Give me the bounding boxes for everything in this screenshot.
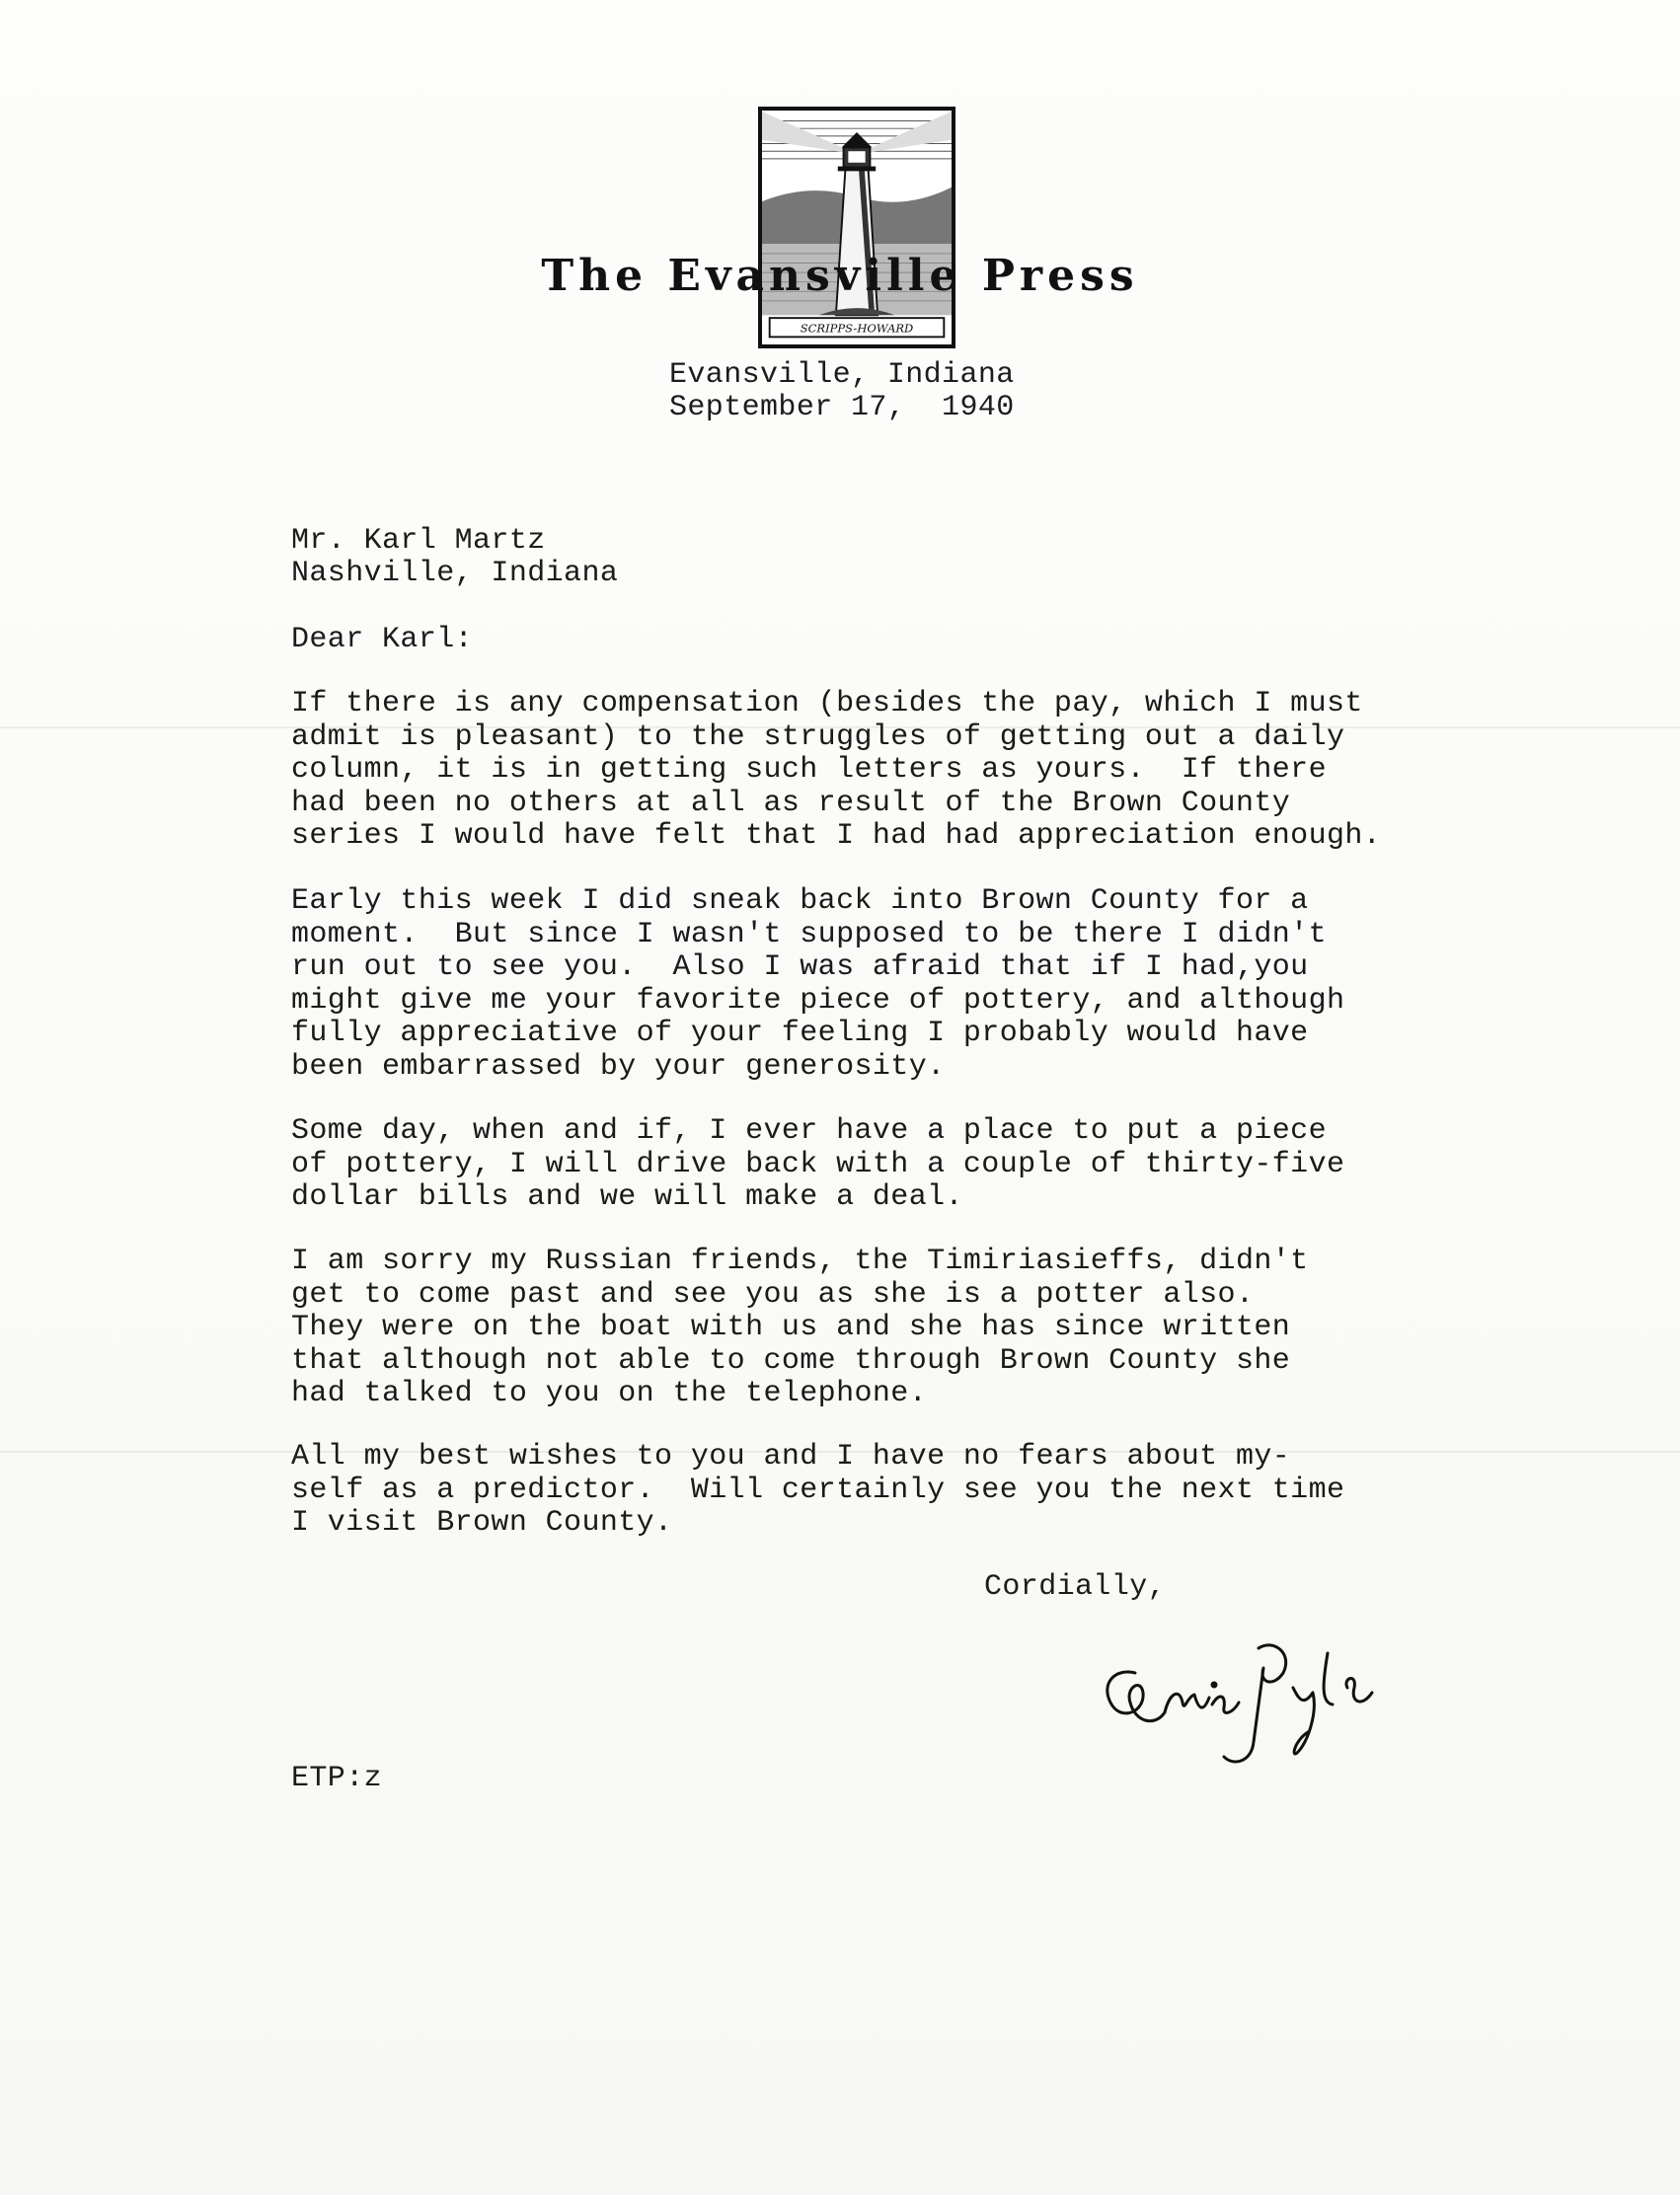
text-line: moment. But since I wasn't supposed to be there I didn't	[291, 917, 1327, 951]
paragraph	[291, 885, 1344, 1084]
logo-banner-text: SCRIPPS-HOWARD	[800, 321, 914, 336]
paragraph	[291, 1246, 1309, 1411]
paragraph	[291, 1441, 1344, 1541]
recipient-address: Nashville, Indiana	[291, 557, 619, 590]
typist-initials: ETP:z	[291, 1762, 383, 1795]
text-line: been embarrassed by your generosity.	[291, 1049, 946, 1084]
handwritten-signature	[1096, 1633, 1392, 1772]
text-line: If there is any compensation (besides the pay, which I must	[291, 687, 1363, 720]
text-line: get to come past and see you as she is a potter also.	[291, 1277, 1255, 1312]
dateline-date: September 17, 1940	[669, 391, 1015, 424]
text-line: self as a predictor. Will certainly see you the next time	[291, 1473, 1345, 1507]
lighthouse-icon	[762, 111, 952, 344]
text-line: run out to see you. Also I was afraid that if I had,you	[291, 950, 1309, 984]
text-line: that although not able to come through Brown County she	[291, 1343, 1291, 1378]
text-line: series I would have felt that I had had appreciation enough.	[291, 819, 1382, 853]
text-line: had been no others at all as result of the Brown County	[291, 786, 1291, 820]
text-line: fully appreciative of your feeling I probably would have	[291, 1017, 1309, 1050]
text-line: Some day, when and if, I ever have a place to put a piece	[291, 1114, 1327, 1148]
paragraph	[291, 1115, 1344, 1215]
text-line: I visit Brown County.	[291, 1506, 673, 1540]
text-line: had talked to you on the telephone.	[291, 1377, 928, 1410]
text-line: column, it is in getting such letters as yours. If there	[291, 753, 1327, 787]
text-line: of pottery, I will drive back with a couple of thirty-five	[291, 1147, 1345, 1181]
text-line: admit is pleasant) to the struggles of getting out a daily	[291, 719, 1345, 754]
paragraph	[291, 688, 1381, 854]
newspaper-title: The Evansville Press	[541, 251, 1139, 301]
text-line: They were on the boat with us and she has since written	[291, 1311, 1291, 1344]
salutation: Dear Karl:	[291, 623, 474, 656]
text-line: might give me your favorite piece of pottery, and although	[291, 983, 1345, 1018]
text-line: I am sorry my Russian friends, the Timiriasieffs, didn't	[291, 1245, 1309, 1278]
masthead	[0, 251, 1680, 301]
text-line: Early this week I did sneak back into Brown County for a	[291, 884, 1309, 918]
dateline-place: Evansville, Indiana	[669, 358, 1015, 392]
recipient-name: Mr. Karl Martz	[291, 524, 546, 558]
closing: Cordially,	[984, 1570, 1167, 1604]
lighthouse-logo	[758, 107, 955, 348]
text-line: dollar bills and we will make a deal.	[291, 1180, 963, 1214]
text-line: All my best wishes to you and I have no fears about my-	[291, 1440, 1291, 1474]
